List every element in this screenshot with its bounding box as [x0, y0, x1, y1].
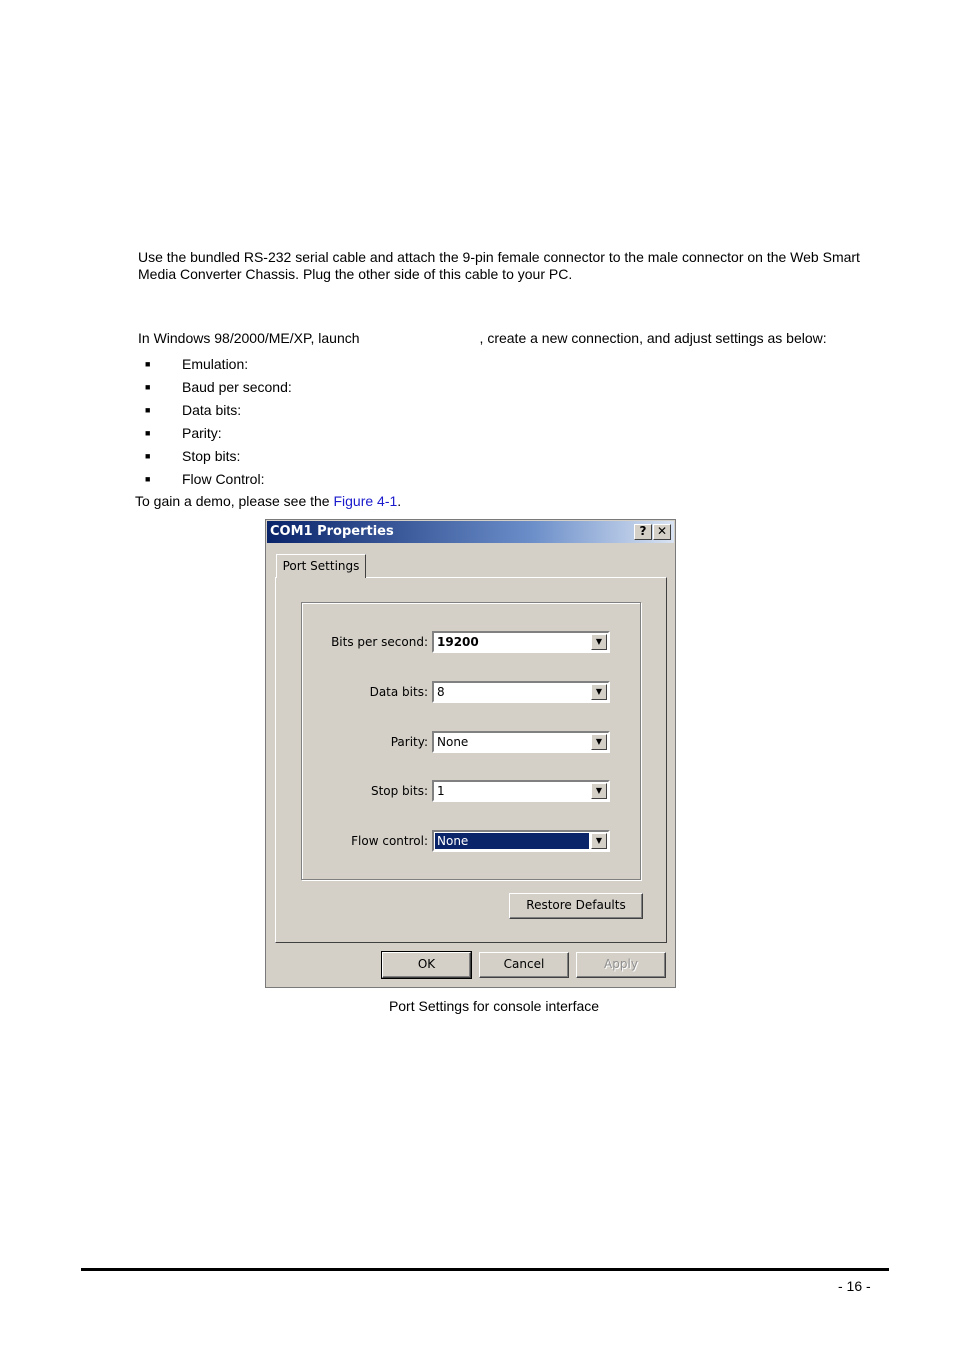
bits-per-second-label: Bits per second:	[331, 635, 428, 649]
list-item: ■ Flow Control:	[145, 471, 265, 487]
list-item: ■ Emulation:	[145, 356, 249, 372]
list-item: ■ Parity:	[145, 425, 222, 441]
bits-per-second-select[interactable]: 19200 ▼	[432, 631, 610, 653]
list-item: ■ Stop bits:	[145, 448, 241, 464]
parity-select[interactable]: None ▼	[432, 731, 610, 753]
chevron-down-icon[interactable]: ▼	[591, 734, 607, 750]
instructions-paragraph	[138, 330, 898, 347]
instructions-text-before: In Windows 98/2000/ME/XP, launch	[138, 330, 360, 346]
list-item: ■ Data bits:	[145, 402, 242, 418]
stop-bits-select[interactable]: 1 ▼	[432, 780, 610, 802]
ok-button[interactable]: OK	[382, 952, 471, 978]
list-item: ■ Baud per second:	[145, 379, 292, 395]
chevron-down-icon[interactable]: ▼	[591, 783, 607, 799]
chevron-down-icon[interactable]: ▼	[591, 634, 607, 650]
port-settings-panel	[275, 577, 667, 943]
demo-reference: To gain a demo, please see the Figure 4-1.	[135, 493, 402, 509]
chevron-down-icon[interactable]: ▼	[591, 684, 607, 700]
tab-port-settings[interactable]: Port Settings	[276, 554, 366, 578]
help-icon[interactable]: ?	[634, 524, 652, 540]
instructions-text-after: , create a new connection, and adjust settings as below:	[479, 330, 827, 346]
stop-bits-label: Stop bits:	[370, 784, 428, 798]
data-bits-label: Data bits:	[369, 685, 428, 699]
figure-link[interactable]: Figure 4-1	[333, 493, 398, 509]
cancel-button[interactable]: Cancel	[479, 952, 569, 978]
data-bits-select[interactable]: 8 ▼	[432, 681, 610, 703]
intro-paragraph: Use the bundled RS-232 serial cable and attach the 9-pin female connector to the male connector on the Web Smart Media Converter Chassis. Plug the other side of this cable to your PC.	[138, 249, 860, 282]
flow-control-select[interactable]: None ▼	[432, 830, 610, 852]
flow-control-label: Flow control:	[351, 834, 428, 848]
close-icon[interactable]: ✕	[653, 524, 671, 540]
chevron-down-icon[interactable]: ▼	[591, 833, 607, 849]
parity-label: Parity:	[390, 735, 428, 749]
dialog-titlebar	[267, 521, 674, 543]
com1-properties-dialog	[265, 519, 676, 988]
page-number: - 16 -	[838, 1278, 871, 1294]
settings-list	[145, 354, 292, 492]
figure-caption: Port Settings for console interface	[388, 998, 600, 1014]
restore-defaults-button[interactable]: Restore Defaults	[509, 893, 643, 919]
dialog-title: COM1 Properties	[270, 524, 394, 539]
footer-divider	[81, 1268, 889, 1271]
settings-groupbox	[301, 602, 641, 880]
apply-button[interactable]: Apply	[576, 952, 666, 978]
